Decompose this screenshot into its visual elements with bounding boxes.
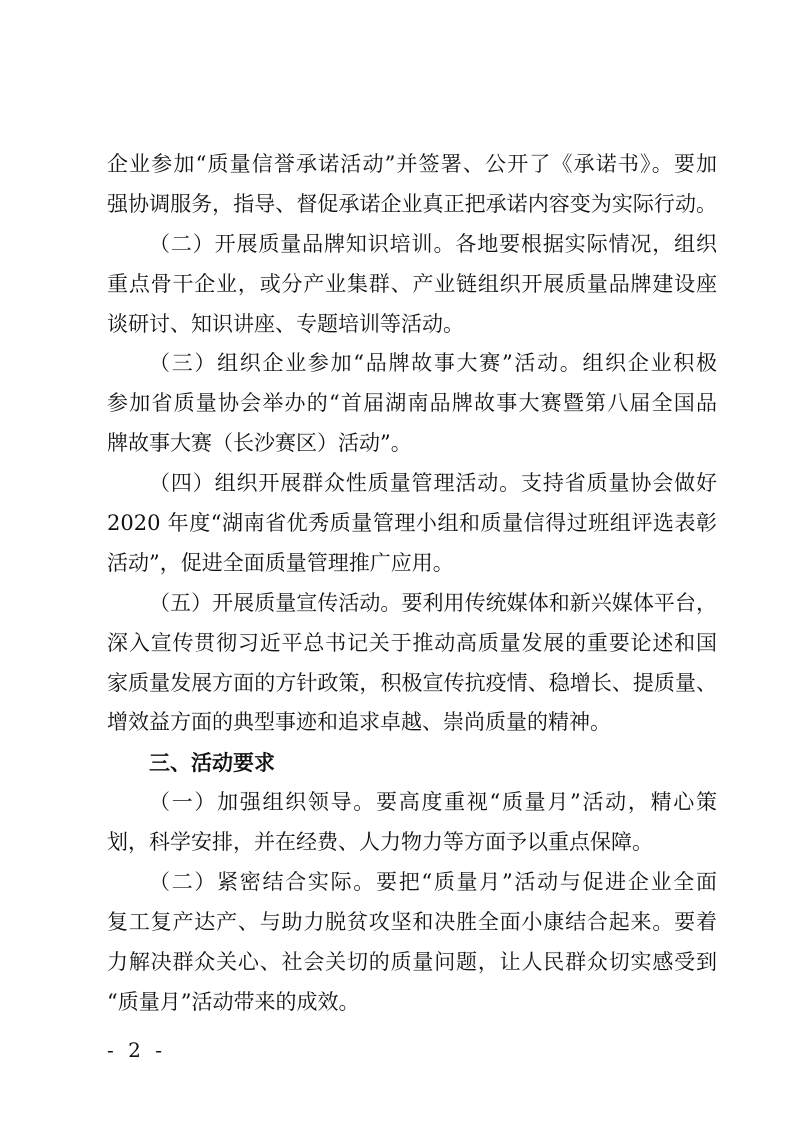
text-line: 参加省质量协会举办的“首届湖南品牌故事大赛暨第八届全国品 xyxy=(107,391,717,416)
text-line: 力解决群众关心、社会关切的质量问题，让人民群众切实感受到 xyxy=(107,949,717,974)
paragraph-publicity xyxy=(107,584,717,744)
paragraph-leadership xyxy=(107,783,717,863)
text-line: （五）开展质量宣传活动。要利用传统媒体和新兴媒体平台， xyxy=(149,590,717,615)
page-number: - 2 - xyxy=(107,1038,166,1062)
text-line: 强协调服务，指导、督促承诺企业真正把承诺内容变为实际行动。 xyxy=(107,191,717,216)
text-line: 深入宣传贯彻习近平总书记关于推动高质量发展的重要论述和国 xyxy=(107,630,717,655)
section-heading: 三、活动要求 xyxy=(149,750,275,776)
paragraph-quality-management xyxy=(107,464,717,584)
text-line: “质量月”活动带来的成效。 xyxy=(107,989,360,1014)
paragraph-practice xyxy=(107,863,717,1023)
text-line: （二）开展质量品牌知识培训。各地要根据实际情况，组织 xyxy=(149,231,717,256)
text-line: 复工复产达产、与助力脱贫攻坚和决胜全面小康结合起来。要着 xyxy=(107,909,717,934)
text-line: （四）组织开展群众性质量管理活动。支持省质量协会做好 xyxy=(149,471,717,496)
text-line: 2020 年度“湖南省优秀质量管理小组和质量信得过班组评选表彰 xyxy=(107,511,717,536)
text-line: 家质量发展方面的方针政策，积极宣传抗疫情、稳增长、提质量、 xyxy=(107,670,717,695)
paragraph-brand-story xyxy=(107,344,717,464)
text-line: （三）组织企业参加“品牌故事大赛”活动。组织企业积极 xyxy=(149,351,717,376)
paragraph-commitment xyxy=(107,145,717,225)
text-line: 重点骨干企业，或分产业集群、产业链组织开展质量品牌建设座 xyxy=(107,271,717,296)
document-body xyxy=(107,145,717,1023)
text-line: 活动”，促进全面质量管理推广应用。 xyxy=(107,550,454,575)
text-line: 企业参加“质量信誉承诺活动”并签署、公开了《承诺书》。要加 xyxy=(107,152,717,176)
text-line: 划，科学安排，并在经费、人力物力等方面予以重点保障。 xyxy=(107,830,653,855)
text-line: 牌故事大赛（长沙赛区）活动”。 xyxy=(107,431,412,456)
text-line: （二）紧密结合实际。要把“质量月”活动与促进企业全面 xyxy=(149,870,717,895)
text-line: 增效益方面的典型事迹和追求卓越、崇尚质量的精神。 xyxy=(107,710,611,735)
paragraph-training xyxy=(107,225,717,345)
text-line: 谈研讨、知识讲座、专题培训等活动。 xyxy=(107,311,464,336)
text-line: （一）加强组织领导。要高度重视“质量月”活动，精心策 xyxy=(149,790,717,815)
